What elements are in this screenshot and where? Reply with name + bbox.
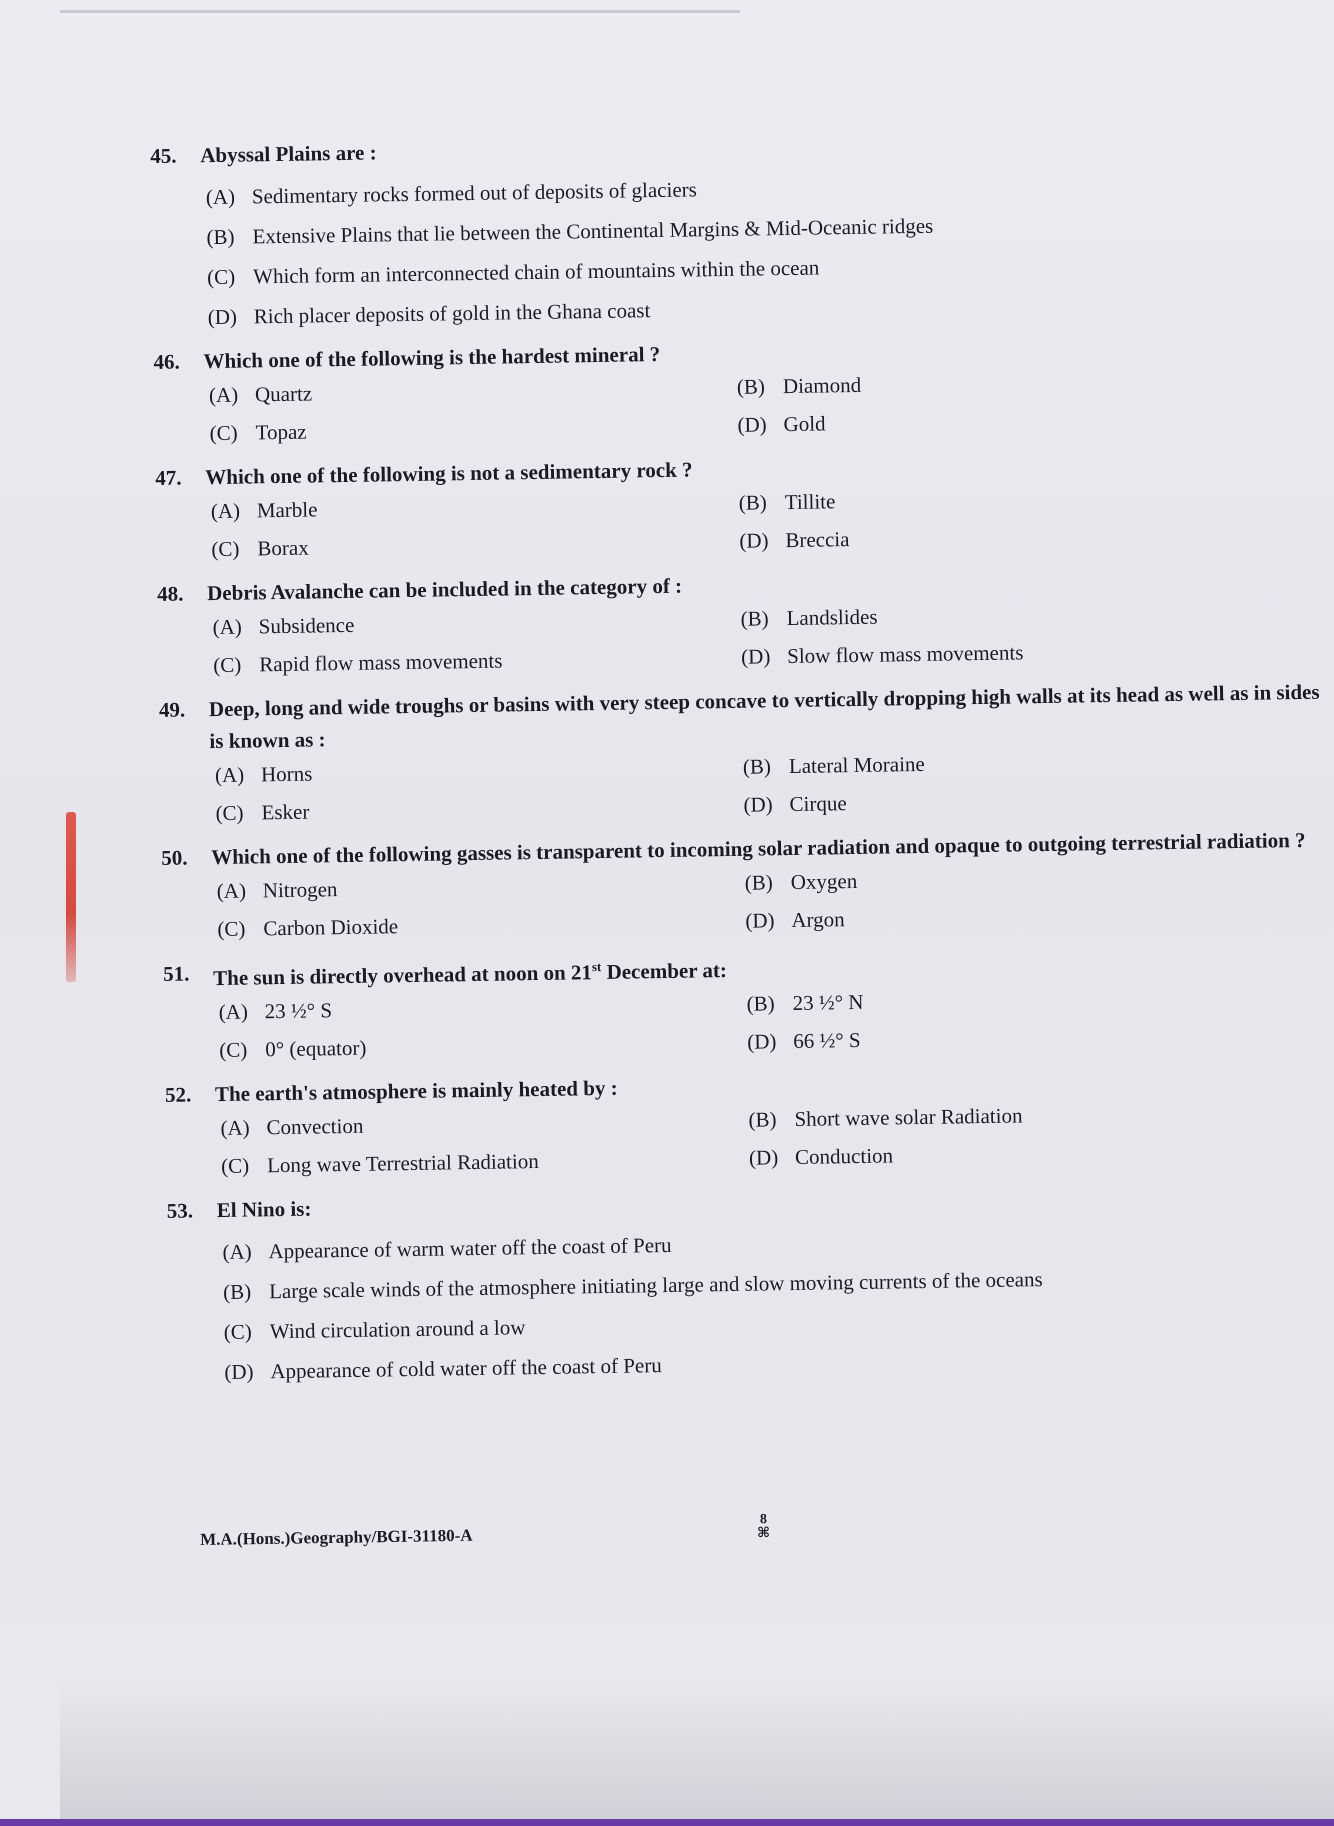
option-d [224,1340,1334,1386]
option-a [206,166,1321,212]
option-text: Nitrogen [262,877,338,903]
option-a [215,753,743,789]
question-48 [157,560,1328,680]
option-letter: (B) [736,374,766,399]
option-b [739,482,1199,517]
option-b [206,206,1321,252]
question-number: 46. [153,349,180,374]
option-text: Esker [261,799,310,825]
option-letter: (B) [206,224,235,250]
option-letter: (B) [742,754,772,779]
option-c [215,791,743,827]
bottom-purple-border [0,1819,1334,1826]
question-text: The earth's atmosphere is mainly heated by : [214,1075,618,1107]
question-52 [165,1061,1334,1181]
question-number: 51. [162,961,190,986]
question-text: Deep, long and wide troughs or basins with very steep concave to vertically dropping high walls at its head as well as in sides is known as : [208,679,1320,754]
question-45 [150,122,1323,332]
option-d [741,636,1201,671]
option-letter: (A) [210,498,241,524]
option-letter: (B) [748,1107,777,1132]
option-letter: (C) [217,916,246,942]
option-text: 23 ½° S [264,998,333,1024]
option-letter: (D) [747,1029,777,1054]
option-text: 0° (equator) [265,1035,367,1062]
page-number-block [757,1513,770,1541]
option-letter: (B) [746,991,775,1016]
option-text: Rich placer deposits of gold in the Ghana coast [253,298,651,329]
option-text: Extensive Plains that lie between the Continental Margins & Mid-Oceanic ridges [252,213,934,249]
option-text: Cirque [789,791,847,817]
question-51 [163,940,1334,1065]
question-49 [159,676,1331,828]
question-number: 50. [161,845,188,870]
option-letter: (C) [220,1153,250,1179]
option-c [224,1300,1334,1346]
option-letter: (D) [743,792,773,817]
option-text: 23 ½° N [792,989,864,1016]
question-text: Which one of the following gasses is transparent to incoming solar radiation and opaque to outgoing terrestrial radiation ? [211,827,1306,870]
option-letter: (B) [222,1279,252,1304]
question-text: Abyssal Plains are : [200,140,377,168]
option-a [209,373,737,409]
option-text: Short wave solar Radiation [794,1103,1023,1131]
option-d [749,1136,1209,1171]
option-letter: (D) [741,644,771,669]
option-d [743,784,1203,819]
option-text: Appearance of cold water off the coast of Peru [270,1353,662,1384]
option-letter: (B) [740,606,769,631]
question-text: Debris Avalanche can be included in the category of : [206,573,683,606]
question-text-after: December at: [601,958,728,985]
option-text: Breccia [785,527,850,553]
paper-code: M.A.(Hons.)Geography/BGI-31180-A [200,1525,473,1549]
page-mark-icon: ⌘ [757,1526,771,1542]
option-letter: (C) [206,264,236,290]
option-text: Carbon Dioxide [263,914,399,941]
ordinal-suffix: st [591,959,602,975]
option-text: Lateral Moraine [788,751,925,779]
option-text: Argon [791,907,845,933]
question-text: El Nino is: [216,1196,312,1223]
page-footer [200,1512,1100,1549]
option-text: Long wave Terrestrial Radiation [266,1149,539,1178]
top-edge-rule [60,10,740,13]
page-bottom-shadow [60,1680,1334,1826]
option-letter: (A) [220,1115,250,1141]
option-text: Oxygen [790,868,858,895]
option-letter: (C) [211,536,240,562]
option-letter: (A) [214,762,245,788]
option-text: Diamond [782,372,862,399]
option-text: Convection [266,1113,364,1140]
option-d [737,404,1197,439]
option-text: Wind circulation around a low [269,1315,526,1344]
option-b [748,1098,1208,1133]
question-number: 45. [150,143,177,168]
question-47 [155,444,1326,564]
option-c [211,527,739,563]
option-b [745,862,1205,897]
option-b [223,1260,1334,1306]
option-text: Gold [783,411,826,437]
option-a [212,605,740,641]
question-list [150,122,1334,1401]
option-c [217,907,745,943]
option-text: Slow flow mass movements [786,640,1024,669]
option-text: Conduction [794,1143,894,1169]
option-letter: (A) [208,382,239,408]
question-text-before: The sun is directly overhead at noon on 21 [212,960,593,991]
question-number: 47. [155,465,182,490]
option-letter: (C) [223,1319,252,1344]
option-letter: (D) [745,908,775,933]
question-text: Which one of the following is the hardest mineral ? [203,342,661,374]
option-letter: (D) [224,1359,254,1384]
option-letter: (A) [212,614,242,640]
option-text: 66 ½° S [793,1027,861,1054]
option-text: Landslides [786,604,878,631]
question-text: Which one of the following is not a sedimentary rock ? [205,457,693,490]
option-a [211,489,739,525]
option-text: Subsidence [258,612,355,639]
option-letter: (C) [213,652,242,678]
option-d [739,520,1199,555]
option-letter: (D) [207,304,238,330]
option-text: Topaz [255,419,307,445]
question-46 [153,328,1324,448]
option-c [219,1028,747,1064]
red-margin-mark [66,812,76,982]
option-text: Tillite [784,489,836,515]
option-d [747,1021,1207,1056]
option-text: Which form an interconnected chain of mountains within the ocean [252,255,820,289]
option-text: Horns [260,761,313,787]
question-50 [161,824,1332,944]
question-number: 48. [156,581,184,606]
option-a [222,1220,1334,1266]
option-letter: (A) [218,999,249,1025]
option-a [220,1106,748,1142]
option-letter: (A) [216,878,247,904]
option-text: Sedimentary rocks formed out of deposits of glaciers [251,177,698,209]
option-letter: (C) [215,800,244,826]
option-text: Large scale winds of the atmosphere initiating large and slow moving currents of the oceans [268,1267,1043,1304]
page-number: 8 [759,1512,768,1528]
option-c [209,411,737,447]
question-number: 53. [166,1198,194,1223]
option-c [213,643,741,679]
option-a [218,990,746,1026]
option-text: Borax [257,535,309,561]
option-text: Marble [256,497,318,523]
option-d [208,286,1323,332]
option-letter: (B) [738,490,767,515]
option-a [217,869,745,905]
question-53 [167,1176,1334,1386]
option-c [221,1144,749,1180]
question-number: 49. [158,697,186,722]
option-letter: (B) [744,870,773,895]
option-b [740,598,1200,633]
option-letter: (D) [748,1145,779,1170]
option-text: Appearance of warm water off the coast of Peru [268,1232,672,1264]
option-letter: (A) [205,184,236,210]
option-text: Quartz [254,381,313,407]
option-letter: (D) [739,528,769,553]
option-d [745,900,1205,935]
option-letter: (C) [219,1037,248,1063]
option-text: Rapid flow mass movements [259,648,503,677]
option-b [737,366,1197,401]
option-c [207,246,1322,292]
option-letter: (C) [209,420,238,446]
option-letter: (D) [737,412,767,437]
option-b [743,746,1203,781]
option-letter: (A) [222,1239,252,1264]
question-number: 52. [164,1082,192,1107]
option-b [746,983,1206,1018]
